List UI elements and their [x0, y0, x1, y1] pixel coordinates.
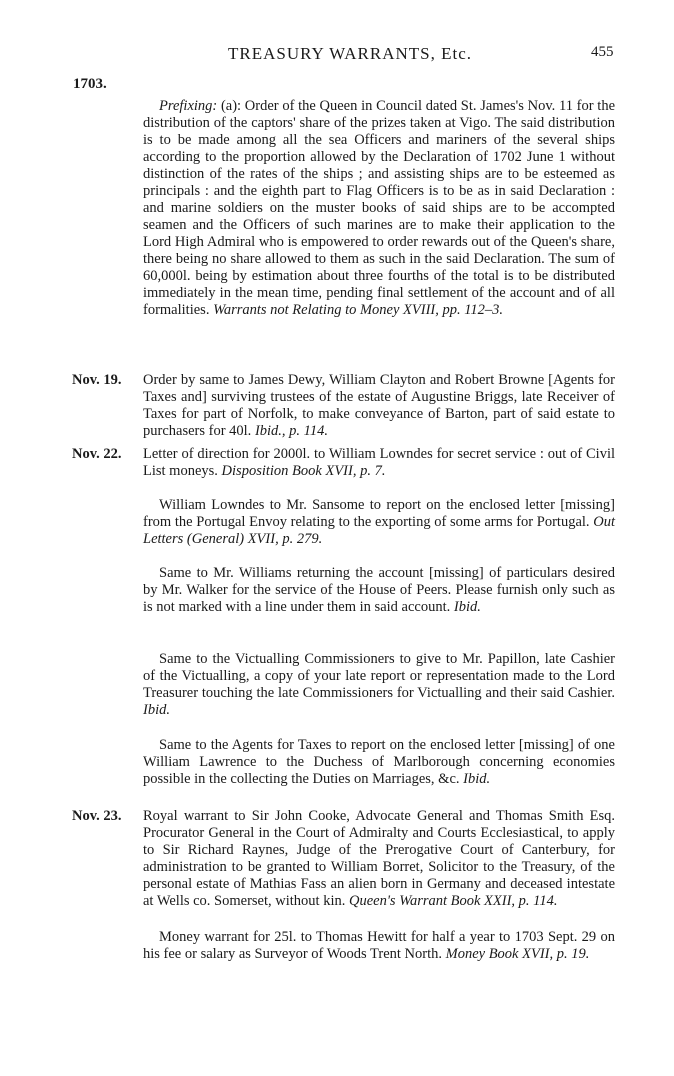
entry-paragraph	[143, 565, 615, 616]
entry-reference: Disposition Book XVII, p. 7.	[221, 463, 386, 479]
entry-paragraph	[143, 737, 615, 788]
entry-text: Order by same to James Dewy, William Clayton and Robert Browne [Agents for Taxes and] surviving trustees of the estate of Augustine Briggs, late Receiver of Taxes for part of Norfolk, to make conveyance of Barton, part of said estate to purchasers for 40l.	[143, 372, 615, 439]
entry-text: Same to the Victualling Commissioners to give to Mr. Papillon, late Cashier of the Victualling, a copy of your late report or representation made to the Lord Treasurer touching the late Commissioners for Victualling and their said Cashier.	[143, 651, 615, 701]
entry-reference: Warrants not Relating to Money XVIII, pp. 112–3.	[213, 302, 504, 318]
entry-paragraph	[143, 497, 615, 548]
entry-text: Same to Mr. Williams returning the account [missing] of particulars desired by Mr. Walker for the service of the House of Peers. Please furnish only such as is not marked with a line under them in said account.	[143, 565, 615, 615]
running-title: TREASURY WARRANTS, Etc.	[228, 44, 473, 63]
entry-text: William Lowndes to Mr. Sansome to report on the enclosed letter [missing] from the Portugal Envoy relating to the exporting of some arms for Portugal.	[143, 497, 615, 530]
entry-reference: Ibid., p. 114.	[254, 423, 328, 439]
year-marker: 1703.	[73, 76, 107, 92]
entry-reference: Out Letters (General) XVII, p. 279.	[143, 514, 615, 547]
entry-paragraph	[143, 808, 615, 910]
running-header	[0, 44, 674, 68]
entry-date: Nov. 23.	[72, 808, 122, 824]
entry-text: Same to the Agents for Taxes to report on the enclosed letter [missing] of one William Lawrence to the Duchess of Marlborough concerning economies possible in the collecting the Duties on Marriages, &c.	[143, 737, 615, 787]
entry-reference: Queen's Warrant Book XXII, p. 114.	[348, 893, 558, 909]
entry-paragraph	[143, 446, 615, 480]
entry-text: Letter of direction for 2000l. to William Lowndes for secret service : out of Civil List moneys.	[143, 446, 615, 479]
entry-paragraph	[143, 372, 615, 440]
entry-reference: Ibid.	[143, 702, 170, 718]
entry-paragraph	[143, 929, 615, 963]
entry-paragraph	[143, 651, 615, 719]
entry-paragraph	[143, 98, 615, 319]
entry-lead: Prefixing:	[159, 98, 218, 114]
entry-reference: Money Book XVII, p. 19.	[445, 946, 590, 962]
page-number: 455	[591, 44, 614, 60]
entry-reference: Ibid.	[463, 771, 491, 787]
entry-date: Nov. 19.	[72, 372, 122, 388]
entry-date: Nov. 22.	[72, 446, 122, 462]
entry-reference: Ibid.	[453, 599, 481, 615]
entry-text: Royal warrant to Sir John Cooke, Advocate General and Thomas Smith Esq. Procurator General in the Court of Admiralty and Courts Ecclesiastical, to apply to Sir Richard Raynes, Judge of the Prerogative Court of Canterbury, for administration to be granted to William Borret, Solicitor to the Treasury, of the personal estate of Mathias Fass an alien born in Germany and deceased intestate at Wells co. Somerset, without kin.	[143, 808, 615, 909]
entry-text: (a): Order of the Queen in Council dated St. James's Nov. 11 for the distribution of the captors' share of the prizes taken at Vigo. The said distribution is to be made among all the sea Officers and mariners of the several ships according to the proportion allowed by the Declaration of 1702 June 1 without distinction of the rates of the ships ; and assisting ships are to be esteemed as principals : and the eighth part to Flag Officers is to be as in said Declaration : and marine soldiers on the muster books of said ships are to be accompted seamen and the Officers of such marines are to make their application to the Lord High Admiral who is empowered to order rewards out of the Queen's share, there being no share allowed to them as such in the said Declaration. The sum of 60,000l. being by estimation about three fourths of the total is to be distributed immediately in the mean time, pending final settlement of the account and of all formalities.	[143, 98, 615, 318]
entry-text: Money warrant for 25l. to Thomas Hewitt for half a year to 1703 Sept. 29 on his fee or salary as Surveyor of Woods Trent North.	[143, 929, 615, 962]
